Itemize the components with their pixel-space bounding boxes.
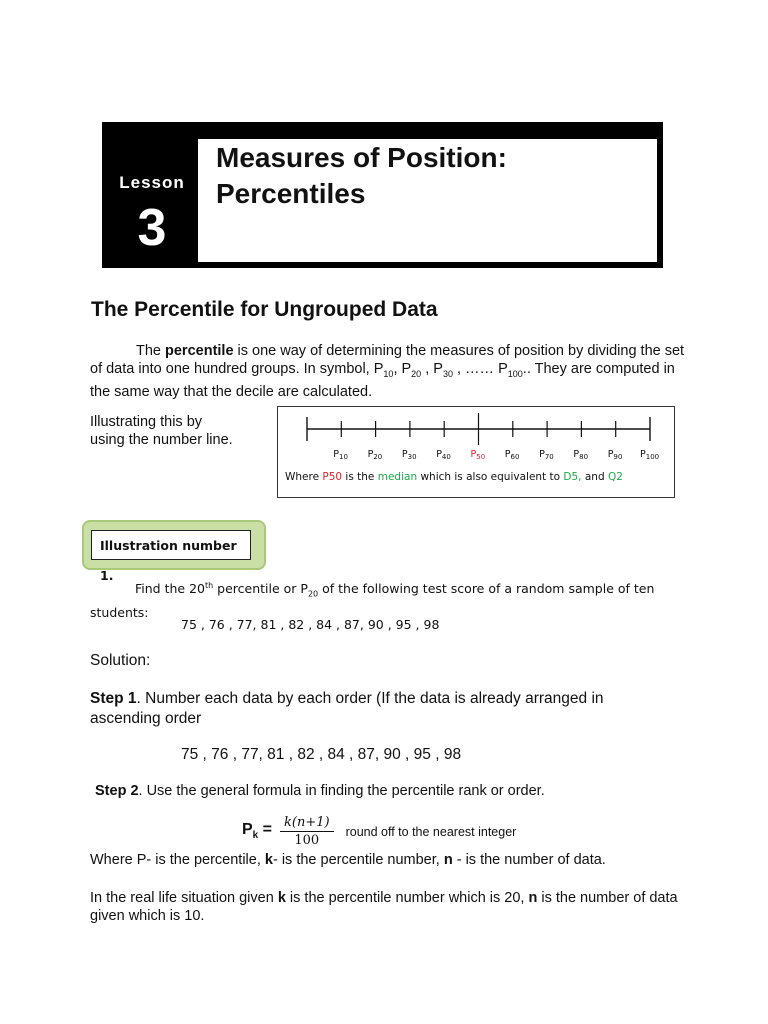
intro-lead: The (136, 343, 166, 359)
real-life-text: is the number of data given which is 10. (90, 890, 678, 924)
lesson-title-line2: Percentiles (216, 178, 366, 209)
caption-d5: D5, (563, 471, 582, 483)
where-line (90, 852, 606, 868)
intro-paragraph (90, 342, 690, 401)
formula-fraction (280, 814, 334, 849)
real-life-n: n (528, 890, 538, 906)
step2-label: Step 2 (95, 783, 139, 799)
problem-data: 75 , 76 , 77, 81 , 82 , 84 , 87, 90 , 95 , 98 (181, 617, 440, 632)
caption-p50: P50 (322, 471, 343, 483)
formula-note: round off to the nearest integer (345, 824, 517, 839)
real-life-k: k (277, 890, 286, 906)
banner-right-border (657, 122, 663, 268)
number-line-label: $P_{70}$ (539, 449, 554, 461)
banner-top-border (102, 122, 660, 139)
problem-sub: 20 (307, 589, 319, 599)
formula-numerator: k(n+1) (280, 814, 334, 832)
intro-text: , …… P (452, 361, 508, 377)
step1-label: Step 1 (90, 690, 137, 707)
number-line-label: $P_{50}$ (470, 449, 486, 461)
intro-bold-term: percentile (165, 343, 234, 359)
section-title: The Percentile for Ungrouped Data (91, 298, 438, 321)
caption-text: Where (285, 471, 323, 483)
lesson-label: Lesson (119, 173, 185, 192)
intro-text: , P (393, 361, 412, 377)
caption-text: which is also equivalent to (417, 471, 564, 483)
intro-sub: 10 (383, 368, 394, 379)
step2 (95, 783, 545, 799)
problem-sup: th (204, 581, 214, 590)
solution-label: Solution: (90, 652, 151, 669)
intro-sub: 30 (442, 368, 453, 379)
intro-text: is one way of determining the measures of position by dividing the set of data into one hundred groups. In symbol, P (90, 343, 685, 377)
formula-p: P (242, 821, 253, 839)
number-line-label: $P_{20}$ (367, 449, 383, 461)
formula-k: k (252, 830, 259, 842)
caption-median: median (377, 471, 418, 483)
caption-text: and (581, 471, 608, 483)
where-n: n (443, 852, 453, 868)
intro-text: .. They are computed in the same way that the decile are calculated. (90, 361, 675, 400)
where-text: - is the number of data. (452, 852, 606, 868)
number-line-caption (285, 471, 623, 483)
real-life-text: is the percentile number which is 20, (285, 890, 529, 906)
formula-denominator: 100 (294, 833, 320, 848)
number-line-label: $P_{100}$ (640, 449, 660, 461)
intro-sub: 20 (411, 368, 422, 379)
formula-eq: = (258, 821, 273, 839)
real-life-paragraph (90, 889, 690, 925)
step1-text: . Number each data by each order (If the data is already arranged in ascending order (90, 690, 604, 727)
problem-text: Find the 20 (135, 581, 205, 597)
number-line-label: $P_{30}$ (401, 449, 417, 461)
percentile-formula (242, 814, 516, 849)
intro-text: , P (421, 361, 443, 377)
illustrating-text: Illustrating this by using the number line. (90, 414, 233, 448)
step1 (90, 689, 660, 729)
problem-text: percentile or P (213, 581, 308, 597)
problem-text: of the following test score of a random sample of ten students: (90, 581, 655, 620)
formula-lhs (242, 821, 272, 841)
illustration-badge: Illustration number 1. (91, 530, 251, 560)
number-line-svg (278, 407, 674, 497)
lesson-number: 3 (137, 199, 167, 257)
problem-statement (90, 577, 670, 622)
caption-q2: Q2 (607, 471, 623, 483)
number-line-box (277, 406, 675, 498)
where-k: k (264, 852, 273, 868)
lesson-title-line1: Measures of Position: (216, 142, 507, 173)
where-text: Where P- is the percentile, (90, 852, 265, 868)
step1-data: 75 , 76 , 77, 81 , 82 , 84 , 87, 90 , 95 , 98 (181, 746, 462, 763)
intro-sub: 100 (507, 368, 523, 379)
number-line-label: $P_{10}$ (333, 449, 348, 461)
number-line-label: $P_{80}$ (573, 449, 589, 461)
number-line-label: $P_{60}$ (504, 449, 520, 461)
step2-text: . Use the general formula in finding the percentile rank or order. (138, 783, 545, 799)
real-life-text: In the real life situation given (90, 890, 278, 906)
caption-text: is the (342, 471, 378, 483)
number-line-label: $P_{90}$ (607, 449, 623, 461)
banner-bottom-border (102, 262, 662, 268)
number-line-label: $P_{40}$ (436, 449, 451, 461)
lesson-title (216, 140, 507, 212)
where-text: - is the percentile number, (272, 852, 444, 868)
